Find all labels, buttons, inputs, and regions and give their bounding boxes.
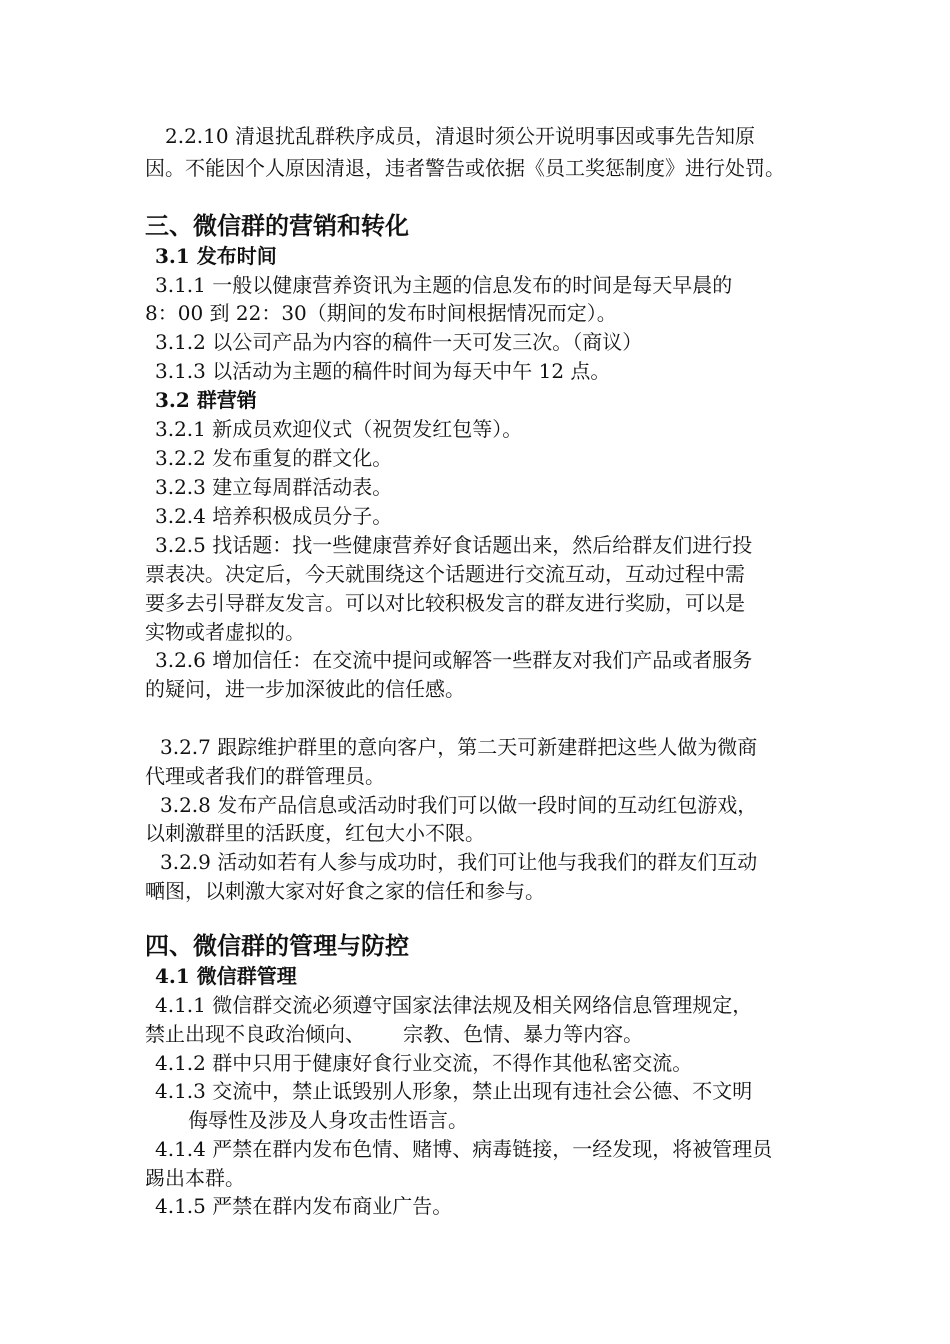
paragraph-4-1-1-line1: 4.1.1 微信群交流必须遵守国家法律法规及相关网络信息管理规定， bbox=[155, 993, 753, 1017]
paragraph-2-2-10-line1: 2.2.10 清退扰乱群秩序成员，清退时须公开说明事因或事先告知原 bbox=[165, 124, 755, 148]
paragraph-3-2-9-line1: 3.2.9 活动如若有人参与成功时，我们可让他与我我们的群友们互动 bbox=[160, 850, 758, 874]
paragraph-3-2-8-line1: 3.2.8 发布产品信息或活动时我们可以做一段时间的互动红包游戏， bbox=[160, 793, 758, 817]
paragraph-3-2-4: 3.2.4 培养积极成员分子。 bbox=[155, 504, 393, 528]
subsection-3-1-heading: 3.1 发布时间 bbox=[155, 244, 277, 268]
paragraph-4-1-2: 4.1.2 群中只用于健康好食行业交流，不得作其他私密交流。 bbox=[155, 1051, 693, 1075]
subsection-3-2-heading: 3.2 群营销 bbox=[155, 388, 257, 412]
paragraph-4-1-3-line2: 侮辱性及涉及人身攻击性语言。 bbox=[188, 1108, 468, 1132]
paragraph-3-2-6-line2: 的疑问，进一步加深彼此的信任感。 bbox=[145, 677, 465, 701]
paragraph-3-2-7-line1: 3.2.7 跟踪维护群里的意向客户，第二天可新建群把这些人做为微商 bbox=[160, 735, 758, 759]
paragraph-3-2-3: 3.2.3 建立每周群活动表。 bbox=[155, 475, 393, 499]
paragraph-3-2-8-line2: 以刺激群里的活跃度，红包大小不限。 bbox=[145, 821, 485, 845]
paragraph-4-1-5: 4.1.5 严禁在群内发布商业广告。 bbox=[155, 1194, 453, 1218]
paragraph-2-2-10-line2: 因。不能因个人原因清退，违者警告或依据《员工奖惩制度》进行处罚。 bbox=[145, 156, 785, 180]
paragraph-4-1-3-line1: 4.1.3 交流中，禁止诋毁别人形象，禁止出现有违社会公德、不文明 bbox=[155, 1079, 753, 1103]
paragraph-4-1-1-line2: 禁止出现不良政治倾向、 宗教、色情、暴力等内容。 bbox=[145, 1022, 644, 1046]
section-4-heading: 四、微信群的管理与防控 bbox=[145, 931, 409, 960]
paragraph-3-2-9-line2: 嗮图，以刺激大家对好食之家的信任和参与。 bbox=[145, 879, 545, 903]
paragraph-3-2-6-line1: 3.2.6 增加信任：在交流中提问或解答一些群友对我们产品或者服务 bbox=[155, 648, 753, 672]
section-3-heading: 三、微信群的营销和转化 bbox=[145, 211, 409, 240]
paragraph-3-1-3: 3.1.3 以活动为主题的稿件时间为每天中午 12 点。 bbox=[155, 359, 611, 383]
paragraph-3-2-5-line4: 实物或者虚拟的。 bbox=[145, 620, 305, 644]
paragraph-3-1-1-line2: 8：00 到 22：30（期间的发布时间根据情况而定）。 bbox=[145, 301, 617, 325]
paragraph-3-1-2: 3.1.2 以公司产品为内容的稿件一天可发三次。（商议） bbox=[155, 330, 643, 354]
paragraph-3-1-1-line1: 3.1.1 一般以健康营养资讯为主题的信息发布的时间是每天早晨的 bbox=[155, 273, 733, 297]
subsection-4-1-heading: 4.1 微信群管理 bbox=[155, 964, 297, 988]
paragraph-3-2-5-line2: 票表决。决定后，今天就围绕这个话题进行交流互动，互动过程中需 bbox=[145, 562, 745, 586]
paragraph-3-2-5-line3: 要多去引导群友发言。可以对比较积极发言的群友进行奖励，可以是 bbox=[145, 591, 745, 615]
paragraph-3-2-2: 3.2.2 发布重复的群文化。 bbox=[155, 446, 393, 470]
paragraph-3-2-7-line2: 代理或者我们的群管理员。 bbox=[145, 764, 385, 788]
paragraph-3-2-5-line1: 3.2.5 找话题：找一些健康营养好食话题出来，然后给群友们进行投 bbox=[155, 533, 753, 557]
paragraph-4-1-4-line1: 4.1.4 严禁在群内发布色情、赌博、病毒链接，一经发现，将被管理员 bbox=[155, 1137, 773, 1161]
paragraph-4-1-4-line2: 踢出本群。 bbox=[145, 1166, 245, 1190]
paragraph-3-2-1: 3.2.1 新成员欢迎仪式（祝贺发红包等）。 bbox=[155, 417, 523, 441]
